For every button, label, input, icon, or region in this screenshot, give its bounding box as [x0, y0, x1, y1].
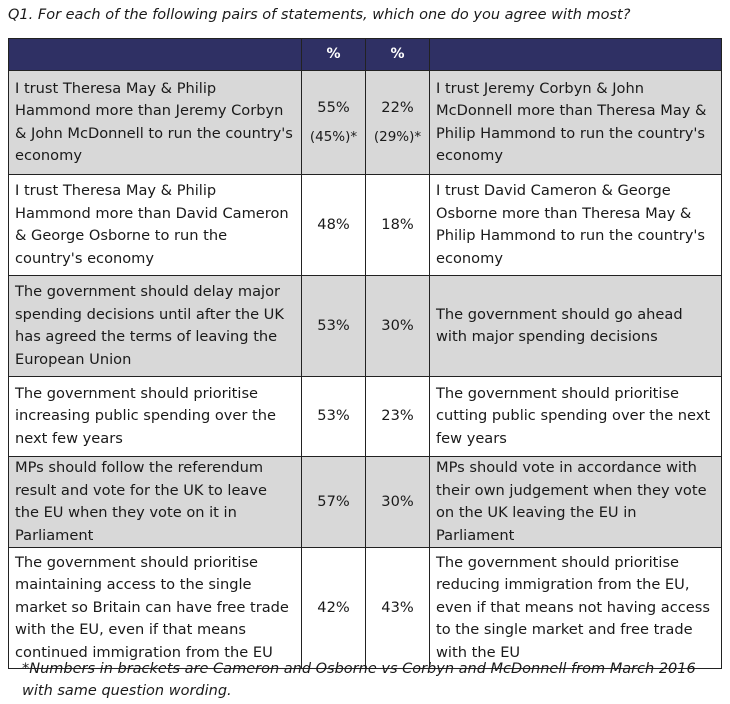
statement-left: The government should prioritise increasing public spending over the next few years [9, 377, 302, 457]
table-row [9, 548, 722, 669]
statement-right: The government should go ahead with major spending decisions [430, 276, 722, 377]
statement-left: The government should delay major spending decisions until after the UK has agreed the terms of leaving the European Union [9, 276, 302, 377]
statement-left: I trust Theresa May & Philip Hammond more than Jeremy Corbyn & John McDonnell to run the country's economy [9, 71, 302, 175]
percent-left: 55% [317, 99, 350, 116]
poll-table [8, 38, 722, 669]
statement-right: The government should prioritise reducing immigration from the EU, even if that means not having access to the single market and free trade with the EU [430, 548, 722, 669]
percent-left: 57% [302, 457, 366, 548]
statement-right: I trust Jeremy Corbyn & John McDonnell more than Theresa May & Philip Hammond to run the country's economy [430, 71, 722, 175]
statement-left: MPs should follow the referendum result and vote for the UK to leave the EU when they vote on it in Parliament [9, 457, 302, 548]
percent-left: 48% [302, 175, 366, 276]
header-row [9, 39, 722, 71]
percent-right: 30% [366, 457, 430, 548]
table-row [9, 377, 722, 457]
percent-left: 42% [302, 548, 366, 669]
table-row [9, 457, 722, 548]
percent-right-cell [366, 71, 430, 175]
header-left-blank [9, 39, 302, 71]
statement-left: I trust Theresa May & Philip Hammond more than David Cameron & George Osborne to run the country's economy [9, 175, 302, 276]
percent-left-cell [302, 71, 366, 175]
statement-right: I trust David Cameron & George Osborne more than Theresa May & Philip Hammond to run the country's economy [430, 175, 722, 276]
percent-right-previous: (29%)* [373, 128, 422, 145]
footnote: *Numbers in brackets are Cameron and Osborne vs Corbyn and McDonnell from March 2016 with same question wording. [22, 661, 696, 699]
percent-right: 23% [366, 377, 430, 457]
percent-right: 43% [366, 548, 430, 669]
header-pct-right: % [366, 39, 430, 71]
table-row [9, 71, 722, 175]
table-row [9, 276, 722, 377]
table-row [9, 175, 722, 276]
percent-right: 22% [381, 99, 414, 116]
statement-right: MPs should vote in accordance with their own judgement when they vote on the UK leaving the EU in Parliament [430, 457, 722, 548]
header-right-blank [430, 39, 722, 71]
percent-left: 53% [302, 276, 366, 377]
header-pct-left: % [302, 39, 366, 71]
percent-right: 18% [366, 175, 430, 276]
percent-right: 30% [366, 276, 430, 377]
statement-left: The government should prioritise maintaining access to the single market so Britain can have free trade with the EU, even if that means continued immigration from the EU [9, 548, 302, 669]
question-heading: Q1. For each of the following pairs of statements, which one do you agree with most? [8, 7, 631, 23]
percent-left: 53% [302, 377, 366, 457]
percent-left-previous: (45%)* [309, 128, 358, 145]
statement-right: The government should prioritise cutting public spending over the next few years [430, 377, 722, 457]
